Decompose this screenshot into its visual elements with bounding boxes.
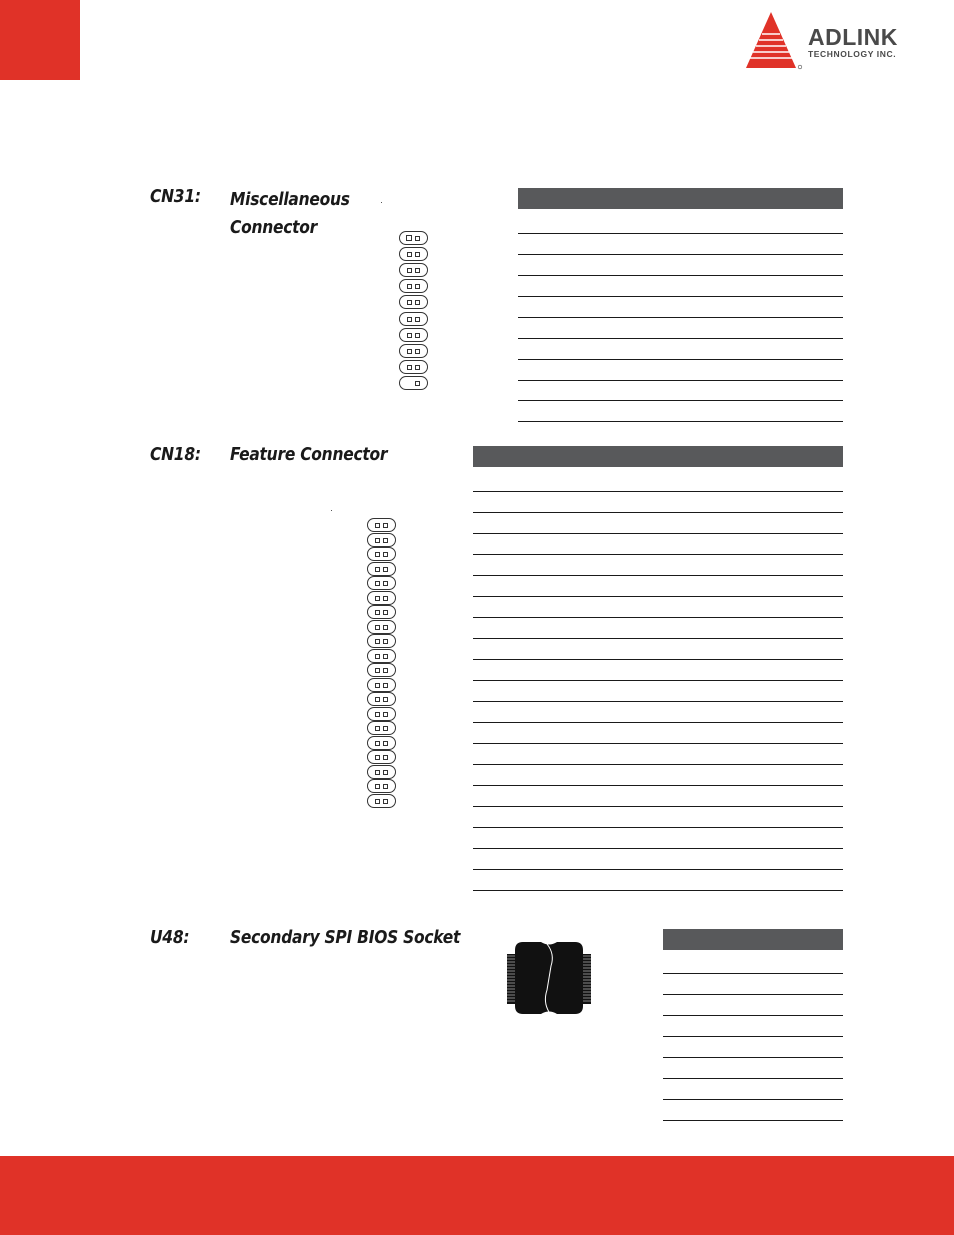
- pin-pair-icon: [399, 328, 428, 342]
- u48-row-rule: [663, 1015, 843, 1016]
- cn31-row-rule: [518, 338, 843, 339]
- cn31-id: CN31:: [150, 186, 201, 207]
- cn18-row-rule: [473, 890, 843, 891]
- u48-row-rule: [663, 994, 843, 995]
- pin-pair-icon: [367, 707, 396, 721]
- cn18-pin1-mark: [331, 510, 332, 511]
- u48-id: U48:: [150, 927, 190, 948]
- u48-row-rule: [663, 1099, 843, 1100]
- pin-pair-icon: [399, 279, 428, 293]
- cn31-row-rule: [518, 359, 843, 360]
- cn18-row-rule: [473, 575, 843, 576]
- pin-pair-icon: [367, 663, 396, 677]
- u48-title: Secondary SPI BIOS Socket: [230, 927, 461, 948]
- cn31-pin1-mark: [381, 202, 382, 203]
- cn18-row-rule: [473, 617, 843, 618]
- u48-row-rule: [663, 1057, 843, 1058]
- cn31-row-rule: [518, 380, 843, 381]
- cn18-row-rule: [473, 827, 843, 828]
- pin-pair-icon: [367, 736, 396, 750]
- cn31-title: [230, 186, 350, 242]
- u48-row-rule: [663, 1036, 843, 1037]
- footer-band: [0, 1156, 954, 1235]
- pin-pair-icon: [367, 750, 396, 764]
- cn18-row-rule: [473, 764, 843, 765]
- pin-pair-icon: [399, 376, 428, 390]
- pin-pair-icon: [367, 721, 396, 735]
- soic-socket-icon: [505, 940, 593, 1016]
- pin-pair-icon: [367, 794, 396, 808]
- cn31-row-rule: [518, 400, 843, 401]
- cn31-row-rule: [518, 317, 843, 318]
- pin-pair-icon: [367, 765, 396, 779]
- cn18-row-rule: [473, 596, 843, 597]
- cn18-row-rule: [473, 806, 843, 807]
- cn31-row-rule: [518, 254, 843, 255]
- cn31-row-rule: [518, 275, 843, 276]
- cn18-row-rule: [473, 680, 843, 681]
- u48-row-rule: [663, 973, 843, 974]
- cn31-row-rule: [518, 296, 843, 297]
- pin-pair-icon: [367, 562, 396, 576]
- cn18-row-rule: [473, 554, 843, 555]
- cn18-id: CN18:: [150, 444, 201, 465]
- pin-pair-icon: [399, 263, 428, 277]
- adlink-logo: [742, 12, 932, 74]
- pin-pair-icon: [367, 692, 396, 706]
- cn18-row-rule: [473, 722, 843, 723]
- pin-pair-icon: [367, 576, 396, 590]
- pin-pair-icon: [367, 591, 396, 605]
- cn18-row-rule: [473, 848, 843, 849]
- cn18-row-rule: [473, 869, 843, 870]
- cn18-row-rule: [473, 701, 843, 702]
- pin-pair-icon: [399, 231, 428, 245]
- pin-pair-icon: [367, 649, 396, 663]
- pin-pair-icon: [399, 295, 428, 309]
- cn18-row-rule: [473, 491, 843, 492]
- pin-pair-icon: [367, 518, 396, 532]
- pin-pair-icon: [367, 678, 396, 692]
- pin-pair-icon: [367, 547, 396, 561]
- cn18-row-rule: [473, 785, 843, 786]
- pin-pair-icon: [399, 344, 428, 358]
- cn18-row-rule: [473, 512, 843, 513]
- pin-pair-icon: [399, 360, 428, 374]
- cn31-table-header: [518, 188, 843, 209]
- adlink-triangle-icon: [742, 12, 806, 74]
- cn31-row-rule: [518, 233, 843, 234]
- pin-pair-icon: [367, 634, 396, 648]
- u48-row-rule: [663, 1078, 843, 1079]
- pin-pair-icon: [367, 779, 396, 793]
- corner-tab: [0, 0, 80, 80]
- cn18-row-rule: [473, 533, 843, 534]
- cn18-row-rule: [473, 659, 843, 660]
- pin-pair-icon: [367, 605, 396, 619]
- cn31-row-rule: [518, 421, 843, 422]
- brand-name: ADLINK: [808, 24, 898, 50]
- u48-row-rule: [663, 1120, 843, 1121]
- cn18-title: Feature Connector: [230, 444, 388, 465]
- cn18-row-rule: [473, 743, 843, 744]
- cn31-title-line1: Miscellaneous: [230, 189, 350, 210]
- pin-pair-icon: [399, 247, 428, 261]
- cn18-table-header: [473, 446, 843, 467]
- pin-pair-icon: [399, 312, 428, 326]
- pin-pair-icon: [367, 533, 396, 547]
- cn18-row-rule: [473, 638, 843, 639]
- u48-table-header: [663, 929, 843, 950]
- cn31-title-line2: Connector: [230, 217, 318, 238]
- brand-tagline: TECHNOLOGY INC.: [808, 49, 897, 59]
- pin-pair-icon: [367, 620, 396, 634]
